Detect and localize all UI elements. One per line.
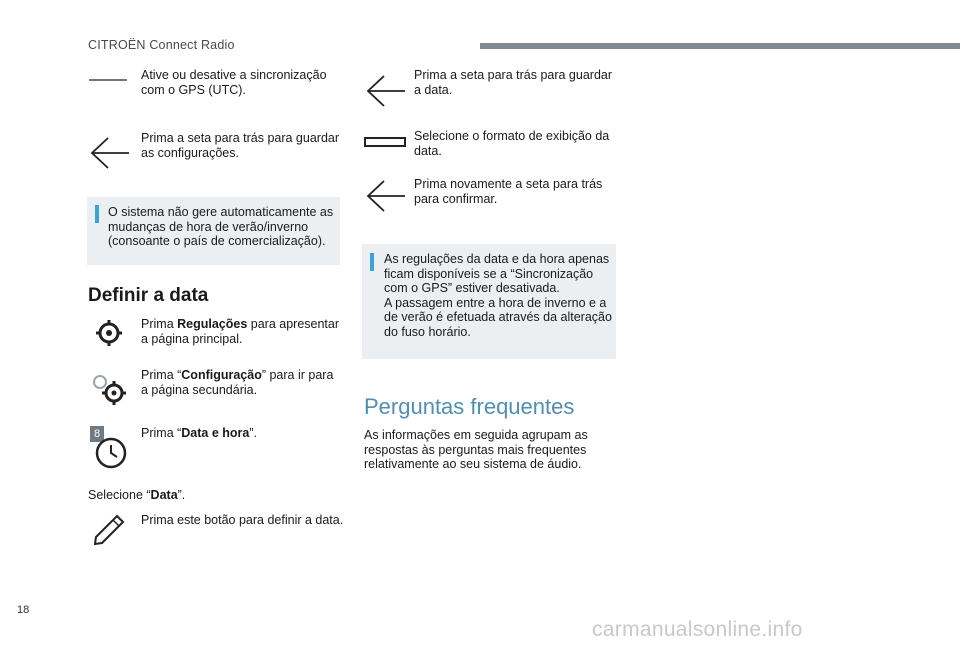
step-config-text: Prima “Configuração” para ir para a página secundária. xyxy=(141,368,334,397)
section-title: Definir a data xyxy=(88,285,209,306)
step-datetime-text: Prima “Data e hora”. xyxy=(141,426,258,440)
note-dst-text: O sistema não gere automaticamente as mudanças de hora de verão/inverno (consoante o país de comercialização). xyxy=(108,205,334,248)
toggle-line-icon xyxy=(88,76,128,84)
back-arrow-icon[interactable] xyxy=(364,74,406,108)
pencil-icon[interactable] xyxy=(92,513,126,547)
note-dst xyxy=(87,197,340,265)
step-settings-text: Prima Regulações para apresentar a página principal. xyxy=(141,317,340,346)
badge-number: 8 xyxy=(90,426,104,442)
settings-gear-icon[interactable] xyxy=(94,318,124,348)
clock-badge-icon[interactable] xyxy=(90,426,130,470)
watermark: carmanualsonline.info xyxy=(592,618,803,641)
select-date-text: Selecione “Data”. xyxy=(88,488,186,502)
back-arrow-icon[interactable] xyxy=(88,136,130,170)
step-back-save-settings-text: Prima a seta para trás para guardar as configurações. xyxy=(141,131,340,160)
faq-title: Perguntas frequentes xyxy=(364,394,575,419)
step-sync-text: Ative ou desative a sincronização com o GPS (UTC). xyxy=(141,68,327,97)
running-header: CITROËN Connect Radio xyxy=(88,38,235,52)
info-icon xyxy=(95,205,99,223)
back-arrow-icon[interactable] xyxy=(364,179,406,213)
faq-text: As informações em seguida agrupam as respostas às perguntas mais frequentes relativamente ao seu sistema de áudio. xyxy=(364,428,588,471)
step-back-confirm-text: Prima novamente a seta para trás para confirmar. xyxy=(414,177,603,206)
note-gps-text: As regulações da data e da hora apenas ficam disponíveis se a “Sincronização com o GPS” estiver desativada. A passagem entre a hora de inverno e a de verão é efetuada através da alteração do fuso horário. xyxy=(384,252,612,339)
config-gears-icon[interactable] xyxy=(88,371,130,407)
step-back-save-date-text: Prima a seta para trás para guardar a data. xyxy=(414,68,613,97)
header-rule xyxy=(480,43,960,49)
info-icon xyxy=(370,253,374,271)
format-selector-icon[interactable] xyxy=(364,137,406,147)
step-edit-text: Prima este botão para definir a data. xyxy=(141,513,344,527)
step-format-text: Selecione o formato de exibição da data. xyxy=(414,129,610,158)
page-number: 18 xyxy=(17,604,30,616)
note-gps xyxy=(362,244,616,359)
